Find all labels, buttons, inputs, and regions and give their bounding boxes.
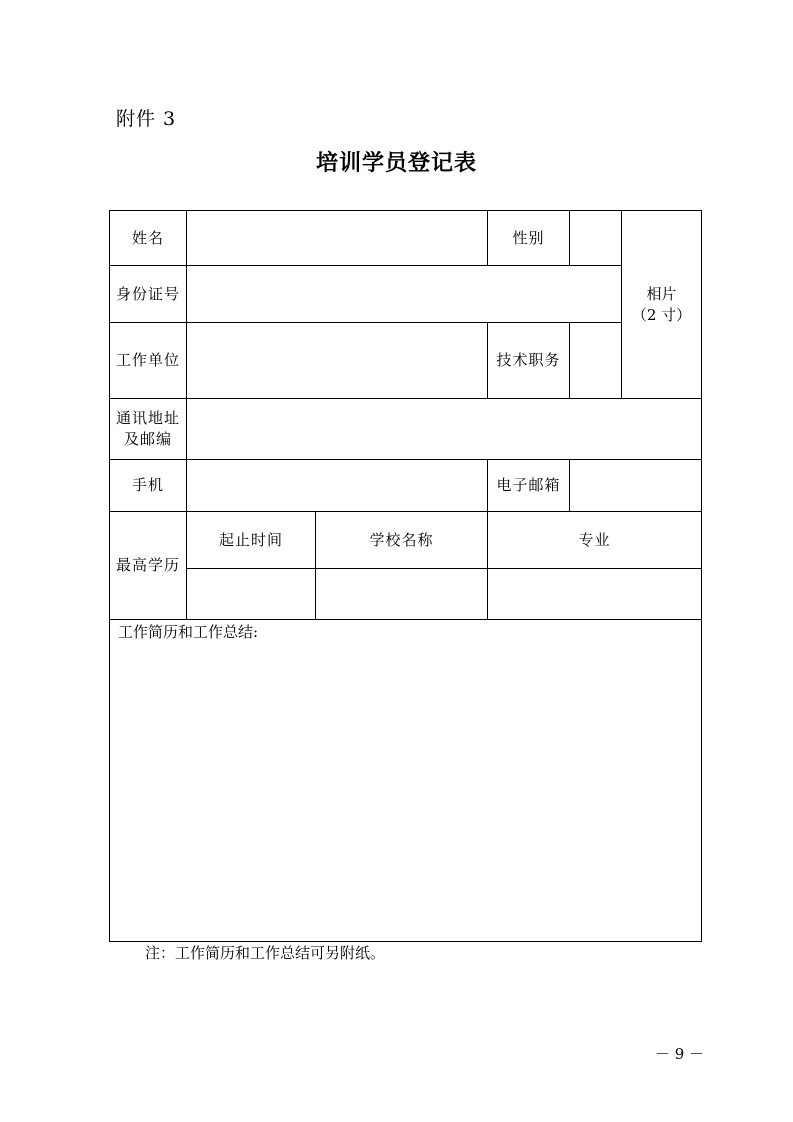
photo-size-label: （2 寸） <box>631 305 692 324</box>
gender-field[interactable] <box>570 211 622 266</box>
id-number-label: 身份证号 <box>110 266 187 323</box>
employer-field[interactable] <box>187 323 488 399</box>
position-field[interactable] <box>570 323 622 399</box>
edu-period-header: 起止时间 <box>187 512 316 569</box>
form-title: 培训学员登记表 <box>315 151 477 176</box>
address-field[interactable] <box>187 399 702 460</box>
edu-period-field[interactable] <box>187 569 316 620</box>
education-label: 最高学历 <box>110 512 187 620</box>
id-number-field[interactable] <box>187 266 622 323</box>
registration-form-table <box>109 210 702 942</box>
mobile-label: 手机 <box>110 460 187 512</box>
edu-major-field[interactable] <box>488 569 702 620</box>
photo-label: 相片 <box>646 284 677 303</box>
work-summary-field[interactable] <box>110 620 702 942</box>
email-field[interactable] <box>570 460 702 512</box>
page-number: － 9 － <box>655 1045 705 1063</box>
footnote: 注：工作简历和工作总结可另附纸。 <box>145 944 386 962</box>
gender-label: 性别 <box>488 211 570 266</box>
work-summary-label: 工作简历和工作总结: <box>118 623 259 641</box>
mobile-field[interactable] <box>187 460 488 512</box>
attachment-label: 附件 3 <box>116 108 177 130</box>
name-label: 姓名 <box>110 211 187 266</box>
edu-school-header: 学校名称 <box>316 512 488 569</box>
edu-major-header: 专业 <box>488 512 702 569</box>
employer-label: 工作单位 <box>110 323 187 399</box>
edu-school-field[interactable] <box>316 569 488 620</box>
name-field[interactable] <box>187 211 488 266</box>
photo-box[interactable] <box>622 211 702 399</box>
position-label: 技术职务 <box>488 323 570 399</box>
email-label: 电子邮箱 <box>488 460 570 512</box>
address-label: 通讯地址 及邮编 <box>110 399 187 460</box>
